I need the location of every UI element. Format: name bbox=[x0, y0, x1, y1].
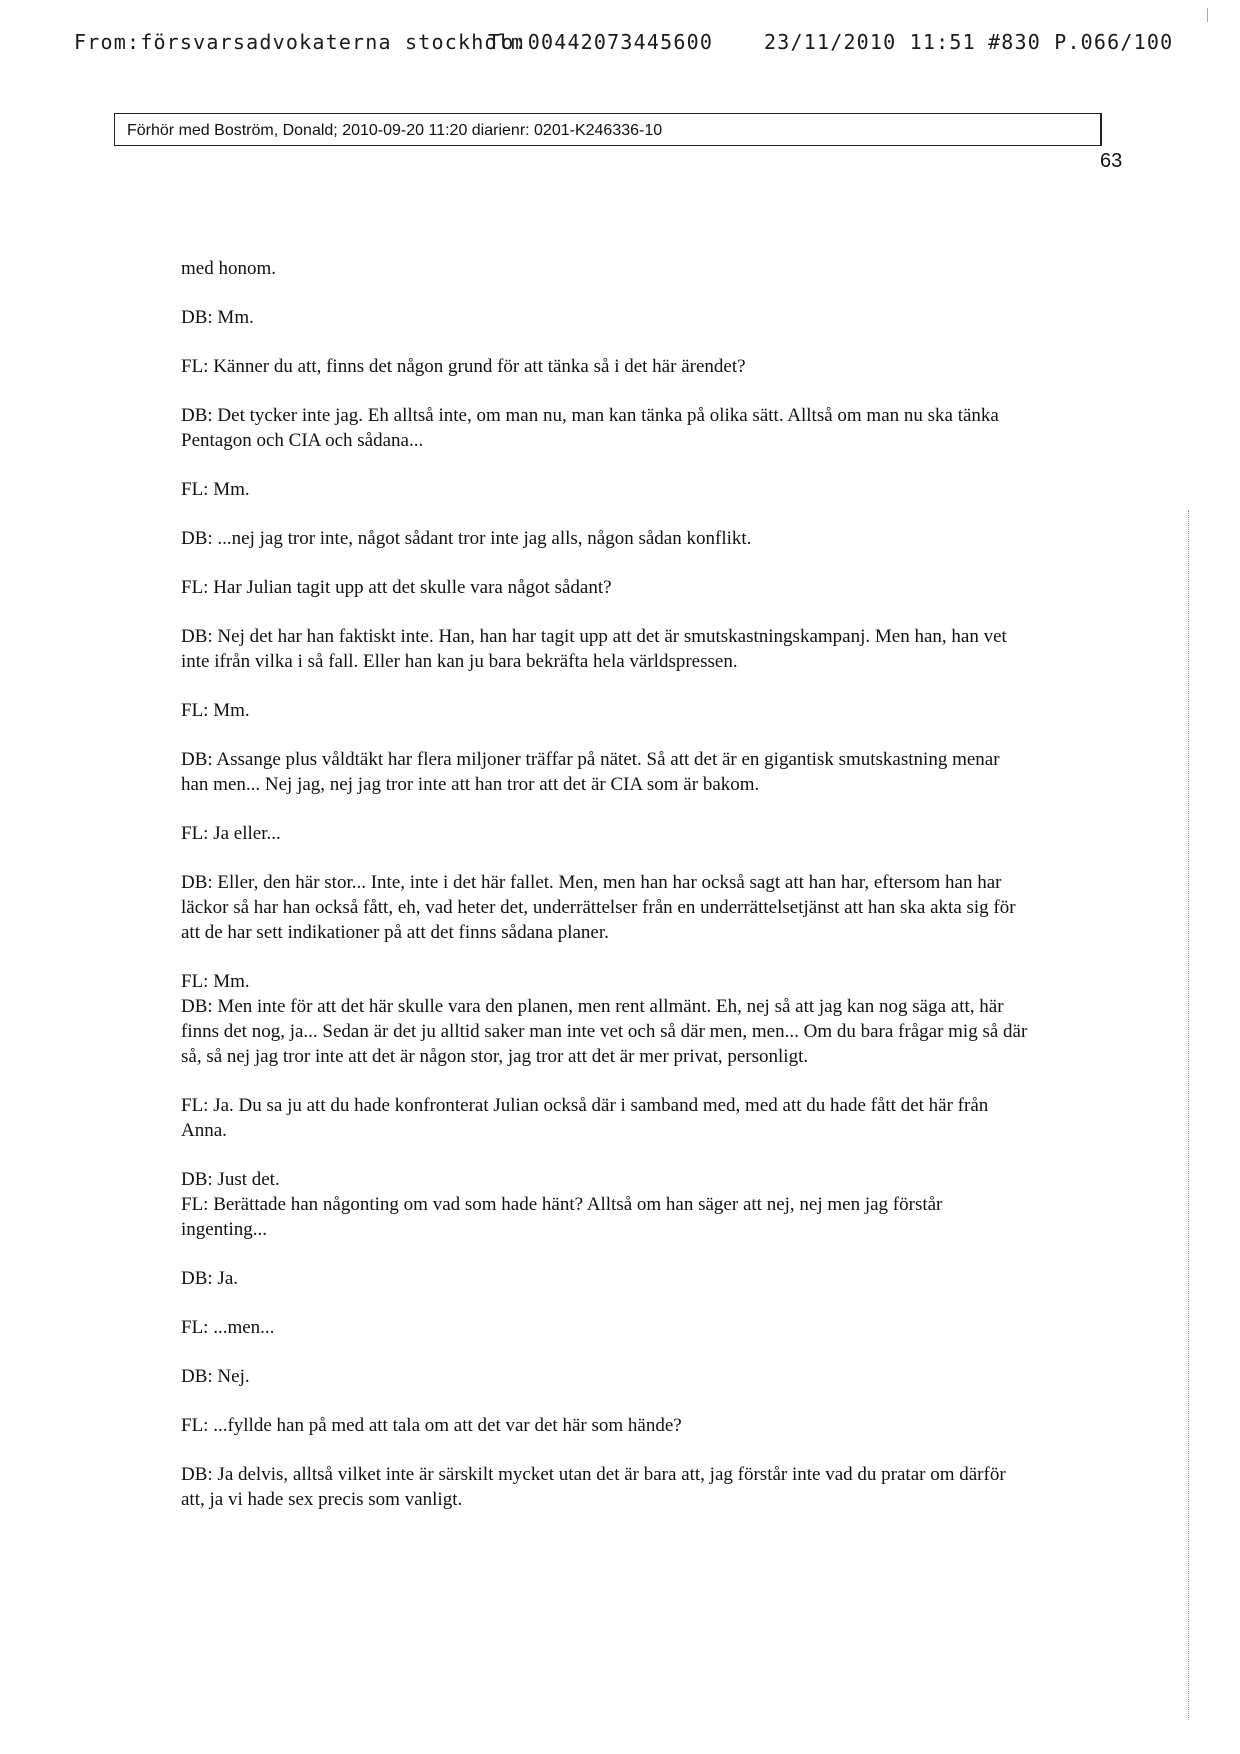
transcript-line: DB: Ja delvis, alltså vilket inte är särskilt mycket utan det är bara att, jag förstår inte vad du pratar om därför att, ja vi hade sex precis som vanligt. bbox=[181, 1464, 1006, 1510]
transcript-line: DB: Nej det har han faktiskt inte. Han, han har tagit upp att det är smutskastningskampanj. Men han, han vet inte ifrån vilka i så fall. Eller han kan ju bara bekräfta hela världspressen. bbox=[181, 626, 1007, 672]
scan-mark bbox=[1207, 8, 1208, 22]
transcript-line: DB: Eller, den här stor... Inte, inte i det här fallet. Men, men han har också sagt att han har, eftersom han har läckor så har han också fått, eh, vad heter det, underrättelser från en underrättelsetjänst att han ska akta sig för att de har sett indikationer på att det finns sådana planer. bbox=[181, 872, 1016, 943]
transcript-line: DB: Det tycker inte jag. Eh alltså inte, om man nu, man kan tänka på olika sätt. Alltså om man nu ska tänka Pentagon och CIA och sådana... bbox=[181, 405, 999, 451]
transcript-line: FL: Mm. bbox=[181, 700, 250, 721]
fax-datetime: 23/11/2010 11:51 bbox=[764, 30, 976, 54]
transcript-line: DB: Mm. bbox=[181, 307, 254, 328]
transcript-line: FL: Berättade han någonting om vad som hade hänt? Alltså om han säger att nej, nej men jag förstår ingenting... bbox=[181, 1194, 943, 1240]
transcript-line: FL: Ja. Du sa ju att du hade konfronterat Julian också där i samband med, med att du hade fått det här från Anna. bbox=[181, 1095, 989, 1141]
document-header: Förhör med Boström, Donald; 2010-09-20 11:20 diarienr: 0201-K246336-10 bbox=[127, 122, 663, 139]
transcript-line: DB: Ja. bbox=[181, 1268, 238, 1289]
transcript-line: DB: Nej. bbox=[181, 1366, 250, 1387]
transcript-line: FL: Har Julian tagit upp att det skulle vara något sådant? bbox=[181, 577, 612, 598]
fax-to: To:00442073445600 bbox=[488, 30, 714, 54]
transcript-line: med honom. bbox=[181, 258, 276, 279]
transcript-line: FL: Ja eller... bbox=[181, 823, 281, 844]
transcript-line: FL: ...men... bbox=[181, 1317, 275, 1338]
fax-header bbox=[74, 30, 1174, 58]
transcript-body bbox=[181, 256, 1031, 1536]
transcript-line: DB: ...nej jag tror inte, något sådant tror inte jag alls, någon sådan konflikt. bbox=[181, 528, 752, 549]
transcript-line: FL: ...fyllde han på med att tala om att det var det här som hände? bbox=[181, 1415, 682, 1436]
document-header-box bbox=[114, 113, 1102, 146]
transcript-line: DB: Men inte för att det här skulle vara den planen, men rent allmänt. Eh, nej så att jag kan nog säga att, här finns det nog, ja... Sedan är det ju alltid saker man inte vet och så där men, men... Om du bara frågar mig så där så, så nej jag tror inte att det är någon stor, jag tror att det är mer privat, personligt. bbox=[181, 996, 1028, 1067]
scan-edge-line bbox=[1188, 510, 1189, 1720]
transcript-line: FL: Känner du att, finns det någon grund för att tänka så i det här ärendet? bbox=[181, 356, 746, 377]
fax-from: From:försvarsadvokaterna stockholm bbox=[74, 30, 525, 54]
page-number: 63 bbox=[1100, 150, 1123, 172]
transcript-line: DB: Assange plus våldtäkt har flera miljoner träffar på nätet. Så att det är en gigantisk smutskastning menar han men... Nej jag, nej jag tror inte att han tror att det är CIA som är bakom. bbox=[181, 749, 1000, 795]
fax-page: #830 P.066/100 bbox=[988, 30, 1174, 54]
transcript-line: FL: Mm. bbox=[181, 479, 250, 500]
transcript-line: FL: Mm. bbox=[181, 971, 250, 992]
transcript-line: DB: Just det. bbox=[181, 1169, 280, 1190]
